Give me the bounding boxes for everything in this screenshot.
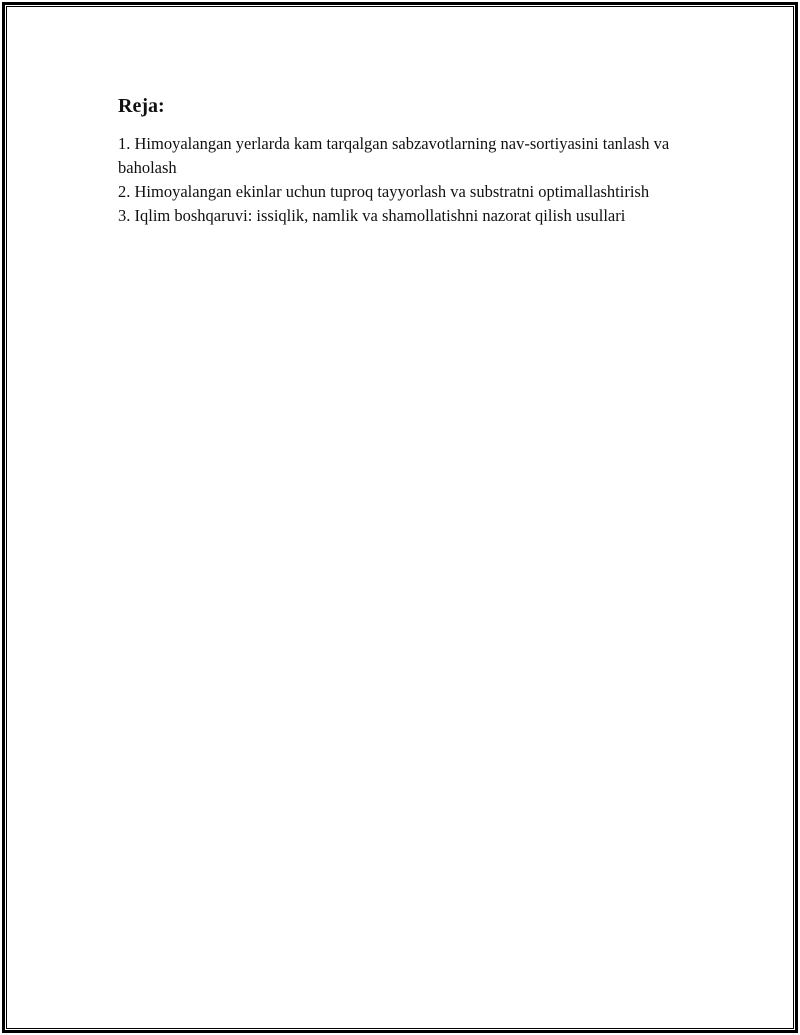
document-content [118, 94, 718, 228]
plan-item-text: Iqlim boshqaruvi: issiqlik, namlik va shamollatishni nazorat qilish usullari [134, 206, 626, 225]
plan-heading: Reja: [118, 95, 165, 117]
plan-item-text: Himoyalangan ekinlar uchun tuproq tayyorlash va substratni optimallashtirish [134, 182, 650, 201]
plan-item-number: 3. [118, 206, 131, 225]
plan-item-text: Himoyalangan yerlarda kam tarqalgan sabzavotlarning nav-sortiyasini tanlash va baholash [118, 134, 670, 177]
plan-item-1 [118, 132, 718, 180]
plan-list [118, 132, 718, 228]
plan-item-3 [118, 204, 718, 228]
plan-item-number: 2. [118, 182, 131, 201]
plan-item-2 [118, 180, 718, 204]
plan-item-number: 1. [118, 134, 131, 153]
